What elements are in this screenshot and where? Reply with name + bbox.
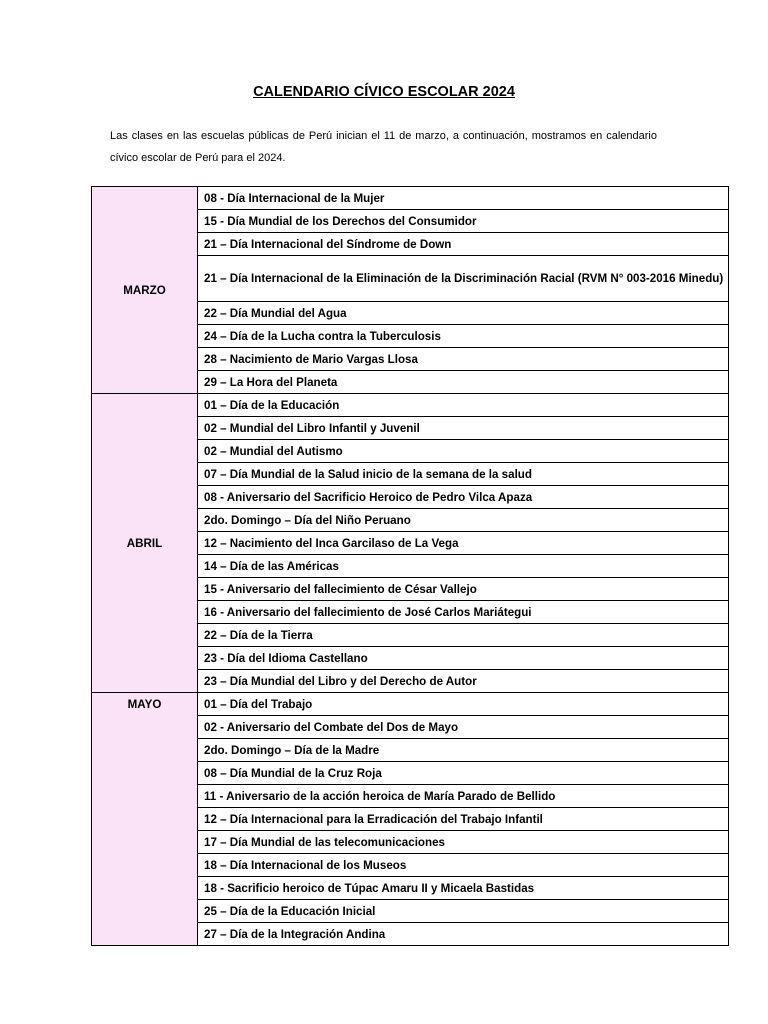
- event-cell: 23 - Día del Idioma Castellano: [198, 647, 729, 670]
- month-cell-abril: ABRIL: [92, 394, 198, 693]
- intro-paragraph: Las clases en las escuelas públicas de Perú inician el 11 de marzo, a continuación, mostramos en calendario cívico escolar de Perú para el 2024.: [110, 130, 657, 164]
- event-cell: 02 – Mundial del Libro Infantil y Juvenil: [198, 417, 729, 440]
- event-cell: 15 - Día Mundial de los Derechos del Consumidor: [198, 210, 729, 233]
- event-cell: 27 – Día de la Integración Andina: [198, 923, 729, 946]
- event-cell: 23 – Día Mundial del Libro y del Derecho de Autor: [198, 670, 729, 693]
- event-cell: 18 - Sacrificio heroico de Túpac Amaru II y Micaela Bastidas: [198, 877, 729, 900]
- month-cell-mayo: MAYO: [92, 693, 198, 946]
- event-cell: 16 - Aniversario del fallecimiento de José Carlos Mariátegui: [198, 601, 729, 624]
- civic-calendar-table: [91, 186, 729, 946]
- event-cell: 25 – Día de la Educación Inicial: [198, 900, 729, 923]
- event-cell: 18 – Día Internacional de los Museos: [198, 854, 729, 877]
- event-cell: 02 - Aniversario del Combate del Dos de Mayo: [198, 716, 729, 739]
- event-cell: 08 - Aniversario del Sacrificio Heroico de Pedro Vilca Apaza: [198, 486, 729, 509]
- event-cell: 08 - Día Internacional de la Mujer: [198, 187, 729, 210]
- event-cell: 07 – Día Mundial de la Salud inicio de la semana de la salud: [198, 463, 729, 486]
- event-cell: 02 – Mundial del Autismo: [198, 440, 729, 463]
- event-cell: 15 - Aniversario del fallecimiento de César Vallejo: [198, 578, 729, 601]
- page-title: CALENDARIO CÍVICO ESCOLAR 2024: [253, 84, 515, 100]
- table-row: [92, 187, 729, 210]
- event-cell: 21 – Día Internacional del Síndrome de Down: [198, 233, 729, 256]
- event-cell: 2do. Domingo – Día del Niño Peruano: [198, 509, 729, 532]
- event-cell: 11 - Aniversario de la acción heroica de María Parado de Bellido: [198, 785, 729, 808]
- table-row: [92, 693, 729, 716]
- event-cell: 28 – Nacimiento de Mario Vargas Llosa: [198, 348, 729, 371]
- table-row: [92, 394, 729, 417]
- event-cell: 01 – Día del Trabajo: [198, 693, 729, 716]
- event-cell: 22 – Día de la Tierra: [198, 624, 729, 647]
- event-cell: 14 – Día de las Américas: [198, 555, 729, 578]
- event-cell: 29 – La Hora del Planeta: [198, 371, 729, 394]
- month-cell-marzo: MARZO: [92, 187, 198, 394]
- event-cell: 17 – Día Mundial de las telecomunicaciones: [198, 831, 729, 854]
- event-cell: 2do. Domingo – Día de la Madre: [198, 739, 729, 762]
- event-cell: 22 – Día Mundial del Agua: [198, 302, 729, 325]
- event-cell: 01 – Día de la Educación: [198, 394, 729, 417]
- event-cell: 12 – Día Internacional para la Erradicación del Trabajo Infantil: [198, 808, 729, 831]
- event-cell: 21 – Día Internacional de la Eliminación de la Discriminación Racial (RVM N° 003-2016 Minedu): [198, 256, 729, 302]
- event-cell: 24 – Día de la Lucha contra la Tuberculosis: [198, 325, 729, 348]
- event-cell: 12 – Nacimiento del Inca Garcilaso de La Vega: [198, 532, 729, 555]
- event-cell: 08 – Día Mundial de la Cruz Roja: [198, 762, 729, 785]
